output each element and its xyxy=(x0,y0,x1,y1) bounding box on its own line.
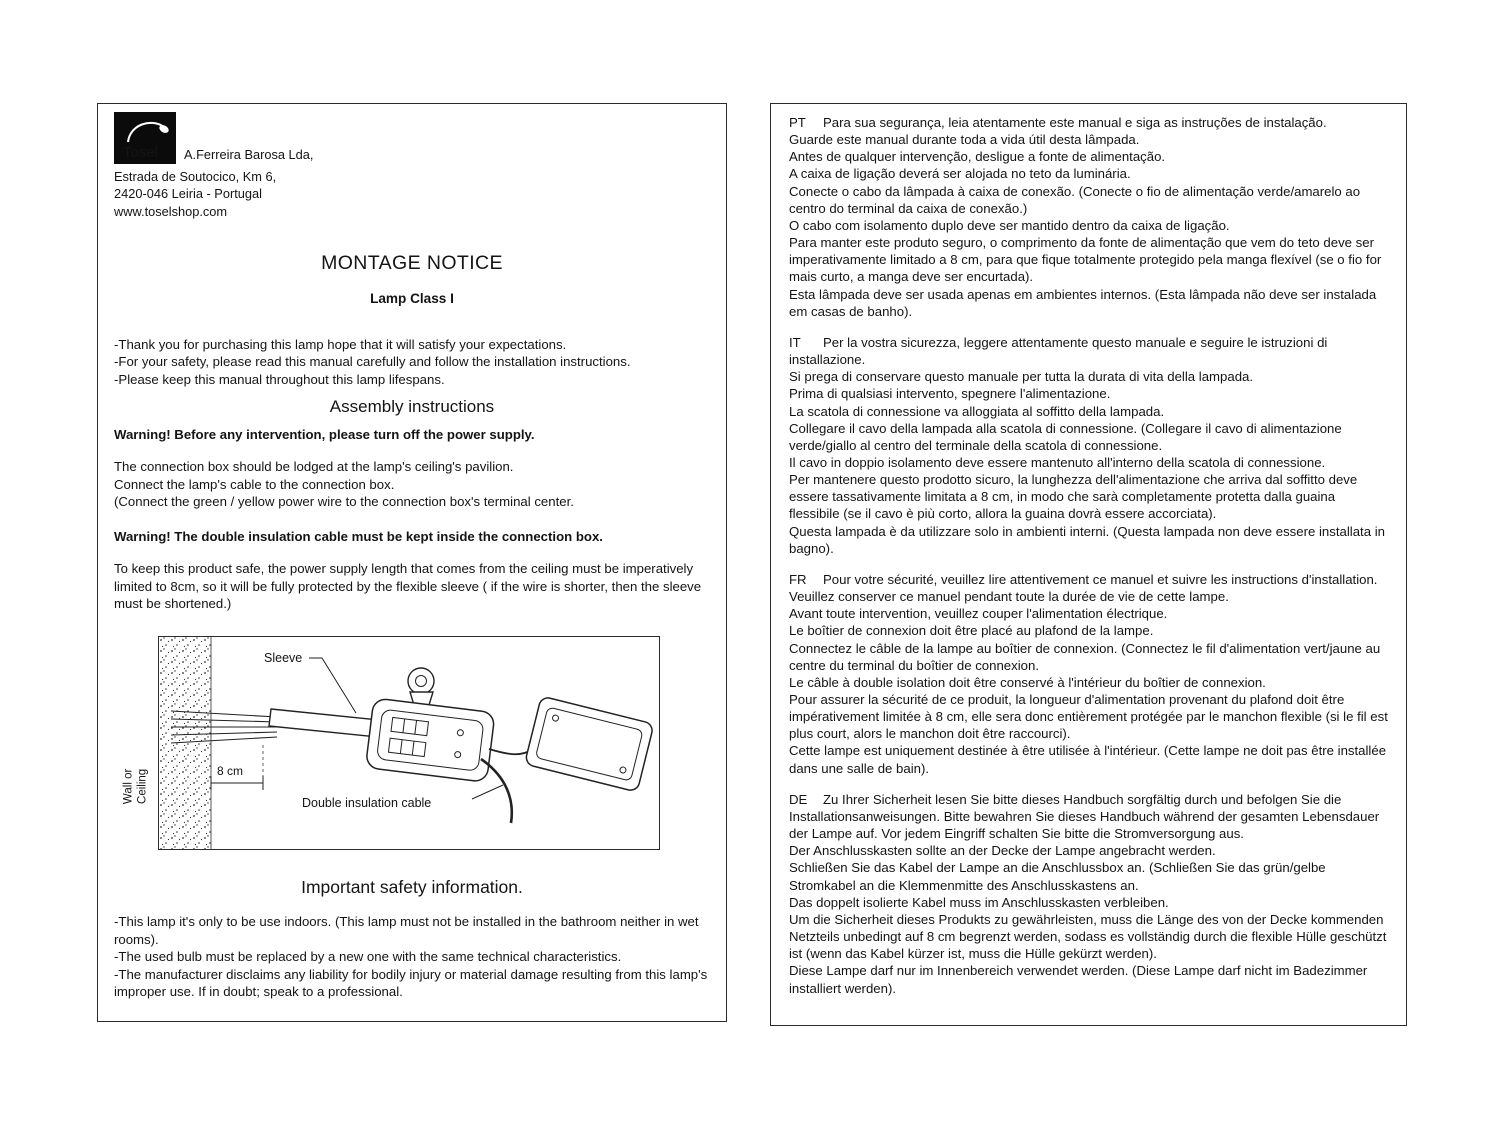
company-website: www.toselshop.com xyxy=(114,203,228,219)
paragraph-line xyxy=(789,334,1388,368)
paragraph-line: Il cavo in doppio isolamento deve essere mantenuto all'interno della scatola di connessione. xyxy=(789,454,1326,470)
translations-panel xyxy=(770,103,1407,1026)
language-code-de: DE xyxy=(789,791,808,807)
company-name: A.Ferreira Barosa Lda, xyxy=(184,147,314,162)
company-address xyxy=(114,168,710,220)
paragraph-line: Le boîtier de connexion doit être placé au plafond de la lampe. xyxy=(789,623,1154,639)
paragraph-line: Guarde este manual durante toda a vida útil desta lâmpada. xyxy=(789,132,1140,148)
paragraph-lines xyxy=(789,605,1388,777)
instruction-line: The connection box should be lodged at the lamp's ceiling's pavilion. xyxy=(114,459,514,475)
paragraph-text: Para sua segurança, leia atentamente este manual e siga as instruções de instalação. xyxy=(823,115,1327,130)
paragraph-line xyxy=(789,571,1388,605)
address-line: 2420-046 Leiria - Portugal xyxy=(114,186,262,202)
paragraph-line: Pour assurer la sécurité de ce produit, la longueur d'alimentation provenant du plafond doit être impérativement limitée à 8 cm, elle sera donc entièrement protégée par le manchon flexible (si le fil est plus court, alors le manchon doit être raccourci). xyxy=(789,692,1388,742)
intro-line: -Thank you for purchasing this lamp hope that it will satisfy your expectations. xyxy=(114,336,567,352)
paragraph-line: Antes de qualquer intervenção, desligue a fonte de alimentação. xyxy=(789,149,1166,165)
language-code-pt: PT xyxy=(789,115,806,130)
dimension-label: 8 cm xyxy=(217,764,244,779)
box-lid xyxy=(524,696,653,792)
paragraph-line: Conecte o cabo da lâmpada à caixa de conexão. (Conecte o fio de alimentação verde/amarelo ao centro do terminal da caixa de conexão.) xyxy=(789,183,1361,216)
intro-line: -For your safety, please read this manual carefully and follow the installation instructions. xyxy=(114,354,631,370)
paragraph-line xyxy=(789,114,1388,131)
address-line: Estrada de Soutocico, Km 6, xyxy=(114,169,277,184)
paragraph-line: O cabo com isolamento duplo deve ser mantido dentro da caixa de ligação. xyxy=(789,217,1230,233)
power-length-paragraph: To keep this product safe, the power supply length that comes from the ceiling must be imperatively limited to 8cm, so it will be fully protected by the flexible sleeve ( if the wire is shorter, then the sleeve must be shortened.) xyxy=(114,561,702,612)
document-title: MONTAGE NOTICE xyxy=(321,251,503,274)
wall-ceiling-label xyxy=(122,758,151,814)
cable-leader-line xyxy=(472,785,503,799)
warning-power-supply: Warning! Before any intervention, please turn off the power supply. xyxy=(114,427,535,443)
paragraph-text: Per la vostra sicurezza, leggere attentamente questo manuale e seguire le istruzioni di installazione. xyxy=(789,334,1328,368)
language-code-it: IT xyxy=(789,334,801,350)
safety-heading: Important safety information. xyxy=(301,877,523,898)
intro-lines xyxy=(114,336,710,388)
paragraph-text: Zu Ihrer Sicherheit lesen Sie bitte dieses Handbuch sorgfältig durch und befolgen Sie die Installationsanweisungen. Bitte bewahren Sie dieses Handbuch während der gesamten Lebensdauer der Lampe auf. Vor jedem Eingriff schalten Sie bitte die Stromversorgung aus. xyxy=(789,791,1380,842)
wall-hatch xyxy=(159,637,211,849)
instruction-line: Connect the lamp's cable to the connection box. xyxy=(114,476,395,492)
section-fr xyxy=(789,571,1388,777)
paragraph-line: Questa lampada è da utilizzare solo in ambienti interni. (Questa lampada non deve essere installata in bagno). xyxy=(789,523,1385,556)
tosel-logo xyxy=(114,112,176,164)
safety-lines xyxy=(114,913,714,1000)
paragraph-line: Collegare il cavo della lampada alla scatola di connessione. (Collegare il cavo di alimentazione verde/giallo al centro del terminale della scatola di connessione. xyxy=(789,420,1342,453)
intro-line: -Please keep this manual throughout this lamp lifespans. xyxy=(114,371,445,387)
paragraph-line: Das doppelt isolierte Kabel muss im Anschlusskasten verbleiben. xyxy=(789,894,1169,910)
brand-header xyxy=(114,112,710,164)
paragraph-text: Pour votre sécurité, veuillez lire attentivement ce manuel et suivre les instructions d'installation. Veuillez conserver ce manuel pendant toute la durée de vie de cette lampe. xyxy=(789,571,1378,605)
paragraph-line: Avant toute intervention, veuillez couper l'alimentation électrique. xyxy=(789,606,1168,622)
assembly-heading: Assembly instructions xyxy=(329,397,495,417)
sleeve-label: Sleeve xyxy=(264,651,303,666)
paragraph-line: Schließen Sie das Kabel der Lampe an die Anschlussbox an. (Schließen Sie das grün/gelbe Stromkabel an die Klemmenmitte des Anschlusskastens an. xyxy=(789,860,1326,893)
sleeve-leader-line xyxy=(309,658,356,713)
paragraph-line: Le câble à double isolation doit être conservé à l'intérieur du boîtier de connexion. xyxy=(789,674,1266,690)
paragraph-line: La scatola di connessione va alloggiata al soffitto della lampada. xyxy=(789,403,1165,419)
paragraph-line: Si prega di conservare questo manuale per tutta la durata di vita della lampada. xyxy=(789,369,1254,385)
paragraph-line: Der Anschlusskasten sollte an der Decke der Lampe angebracht werden. xyxy=(789,843,1216,859)
document-subtitle: Lamp Class I xyxy=(370,290,454,306)
cable-label: Double insulation cable xyxy=(302,796,432,811)
paragraph-line: Esta lâmpada deve ser usada apenas em ambientes internos. (Esta lâmpada não deve ser instalada em casas de banho). xyxy=(789,286,1377,319)
section-pt xyxy=(789,114,1388,320)
instruction-line: (Connect the green / yellow power wire to the connection box's terminal center. xyxy=(114,494,574,510)
paragraph-line: Per mantenere questo prodotto sicuro, la lunghezza dell'alimentazione che arriva dal soffitto deve essere tassativamente limitata a 8 cm, in modo che sarà completamente protetta dalla guaina flessibile (se il cavo è più corto, allora la guaina dovrà essere accorciata). xyxy=(789,472,1358,522)
wall-label-line: Ceiling xyxy=(137,768,149,804)
section-de xyxy=(789,791,1388,997)
diagram-drawing xyxy=(159,637,659,849)
paragraph-line: Connectez le câble de la lampe au boîtier de connexion. (Connectez le fil d'alimentation vert/jaune au centre du terminal du boîtier de connexion. xyxy=(789,640,1381,673)
paragraph-lines xyxy=(789,842,1388,996)
paragraph-line: Diese Lampe darf nur im Innenbereich verwendet werden. (Diese Lampe darf nicht im Badezimmer installiert werden). xyxy=(789,963,1368,996)
paragraph-lines xyxy=(789,131,1388,320)
paragraph-line: Para manter este produto seguro, o comprimento da fonte de alimentação que vem do teto deve ser imperativamente limitado a 8 cm, para que fique totalmente protegido pela manga flexível (se o fio for mais curto, a manga deve ser encurtada). xyxy=(789,235,1382,285)
logo-text: Tosel xyxy=(123,144,159,161)
safety-line: -The manufacturer disclaims any liability for bodily injury or material damage resulting from this lamp's improper use. If in doubt; speak to a professional. xyxy=(114,966,708,1000)
wall-label-line: Wall or xyxy=(122,768,135,804)
montage-notice-panel xyxy=(97,103,727,1022)
paragraph-line: Um die Sicherheit dieses Produkts zu gewährleisten, muss die Länge des von der Decke kommenden Netzteils unbedingt auf 8 cm begrenzt werden, sodass es vollständig durch die flexible Hülle geschützt ist (wenn das Kabel kürzer ist, muss die Hülle gekürzt werden). xyxy=(789,911,1387,962)
safety-line: -The used bulb must be replaced by a new one with the same technical characteristics. xyxy=(114,949,622,965)
safety-line: -This lamp it's only to be use indoors. (This lamp must not be installed in the bathroom neither in wet rooms). xyxy=(114,914,699,947)
diagram-frame xyxy=(158,636,660,850)
connection-box xyxy=(365,698,495,782)
paragraph-line: Cette lampe est uniquement destinée à être utilisée à l'intérieur. (Cette lampe ne doit pas être installée dans une salle de bain). xyxy=(789,743,1387,776)
connection-instructions xyxy=(114,458,710,510)
assembly-diagram xyxy=(114,636,710,852)
paragraph-line xyxy=(789,791,1388,842)
section-it xyxy=(789,334,1388,557)
language-code-fr: FR xyxy=(789,571,807,587)
hanging-loop xyxy=(408,668,434,705)
paragraph-lines xyxy=(789,368,1388,557)
paragraph-line: A caixa de ligação deverá ser alojada no teto da luminária. xyxy=(789,166,1131,182)
warning-insulation: Warning! The double insulation cable must be kept inside the connection box. xyxy=(114,528,603,544)
paragraph-line: Prima di qualsiasi intervento, spegnere l'alimentazione. xyxy=(789,386,1111,402)
